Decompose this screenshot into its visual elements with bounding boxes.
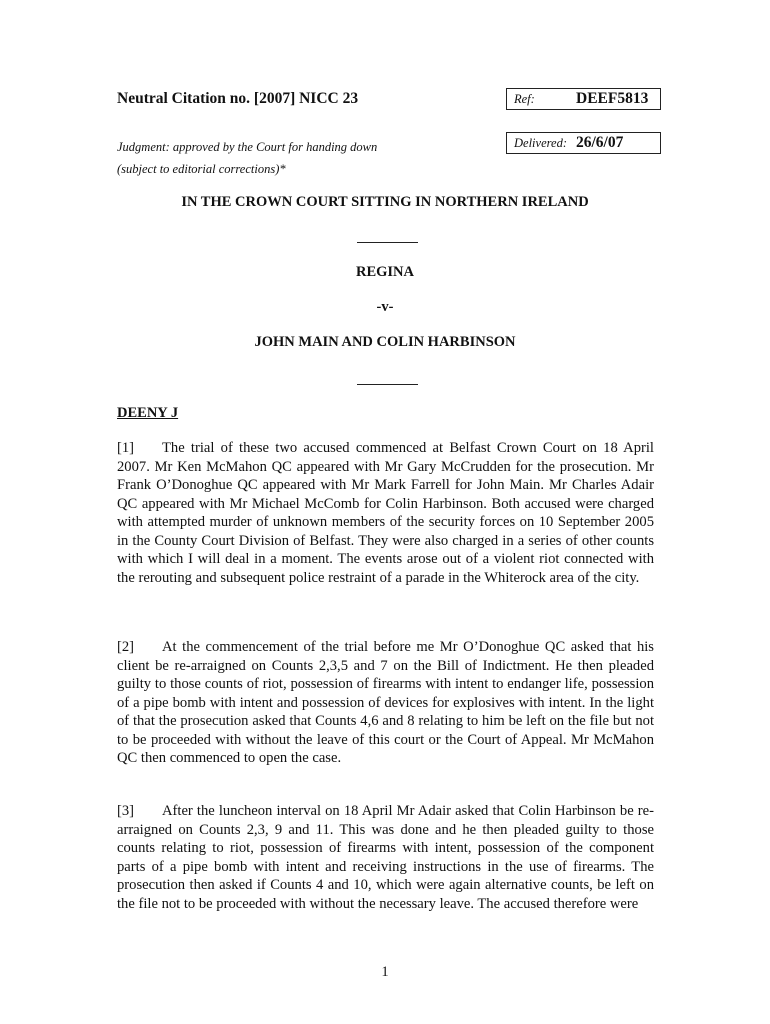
ref-value: DEEF5813 [576, 90, 649, 107]
judgment-note [117, 136, 377, 180]
judgment-line-2: (subject to editorial corrections)* [117, 162, 286, 176]
delivered-value: 26/6/07 [576, 134, 624, 151]
judgment-line-1: Judgment: approved by the Court for handing down [117, 140, 378, 154]
neutral-citation: Neutral Citation no. [2007] NICC 23 [117, 90, 359, 107]
paragraph-number: [2] [117, 639, 135, 655]
page-number: 1 [381, 964, 389, 980]
case-versus: -v- [376, 299, 394, 315]
ref-box [506, 88, 661, 110]
paragraph-text: The trial of these two accused commenced at Belfast Crown Court on 18 April 2007. Mr Ken McMahon QC appeared with Mr Gary McCrudden for the prosecution. Mr Frank O’Donoghue QC appeared with Mr Mark Farrell for John Main. Mr Charles Adair QC appeared with Mr Michael McComb for Colin Harbinson. Both accused were charged with attempted murder of unknown members of the security forces on 10 September 2005 in the County Court Division of Belfast. They were also charged in a series of other counts with which I will deal in a moment. The events arose out of a violent riot connected with the rerouting and subsequent police restraint of a parade in the Whiterock area of the city. [117, 440, 654, 586]
paragraph [117, 638, 654, 768]
divider-bottom [357, 384, 418, 385]
case-defendants: JOHN MAIN AND COLIN HARBINSON [254, 334, 516, 350]
judge-name: DEENY J [117, 405, 179, 421]
paragraph [117, 802, 654, 913]
divider-top [357, 242, 418, 243]
delivered-label: Delivered: [514, 135, 567, 150]
paragraph-text: At the commencement of the trial before me Mr O’Donoghue QC asked that his client be re-arraigned on Counts 2,3,5 and 7 on the Bill of Indictment. He then pleaded guilty to those counts of riot, possession of firearms with intent to endanger life, possession of a pipe bomb with intent and possession of devices for explosives with intent. In the light of that the prosecution asked that Counts 4,6 and 8 relating to him be left on the file but not to be proceeded with without the leave of this court or the Court of Appeal. Mr McMahon QC then commenced to open the case. [117, 639, 654, 766]
paragraph-number: [3] [117, 803, 135, 819]
delivered-box [506, 132, 661, 154]
ref-label: Ref: [514, 91, 535, 106]
paragraph-number: [1] [117, 440, 135, 456]
court-heading: IN THE CROWN COURT SITTING IN NORTHERN IRELAND [181, 194, 589, 210]
paragraph-text: After the luncheon interval on 18 April Mr Adair asked that Colin Harbinson be re-arraigned on Counts 2,3, 9 and 11. This was done and he then pleaded guilty to those counts relating to riot, possession of firearms with intent, possession of the component parts of a pipe bomb with intent and receiving instructions in the use of firearms. The prosecution then asked if Counts 4 and 10, which were again alternative counts, be left on the file not to be proceeded with without the necessary leave. The accused therefore were [117, 803, 654, 912]
paragraph [117, 439, 654, 587]
case-plaintiff: REGINA [355, 264, 414, 280]
